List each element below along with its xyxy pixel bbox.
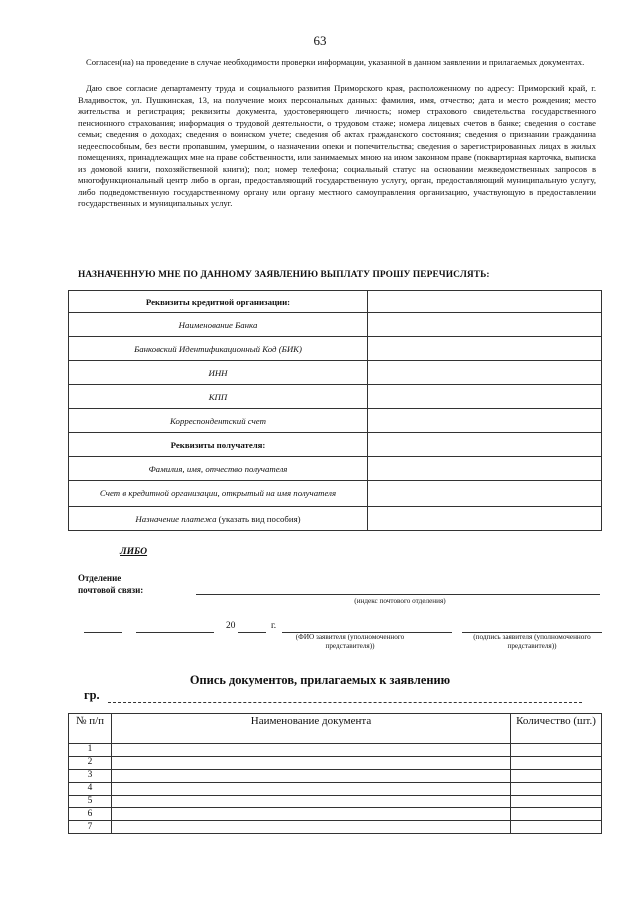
quantity-cell[interactable] [511, 821, 602, 834]
date-year-suffix: г. [271, 621, 277, 631]
row-number: 2 [69, 756, 112, 769]
quantity-cell[interactable] [511, 782, 602, 795]
corr-account-label: Корреспондентский счет [69, 409, 368, 433]
payment-purpose-label [69, 507, 368, 531]
payment-requisites-table [68, 290, 602, 531]
corr-account-value[interactable] [368, 409, 602, 433]
kpp-label: КПП [69, 385, 368, 409]
applicant-name-caption: (ФИО заявителя (уполномоченного представителя)) [295, 633, 405, 650]
table-row [69, 782, 602, 795]
bik-value[interactable] [368, 337, 602, 361]
bank-requisites-header-value[interactable] [368, 291, 602, 313]
row-number: 3 [69, 769, 112, 782]
kpp-value[interactable] [368, 385, 602, 409]
date-month-field[interactable] [136, 632, 214, 633]
bank-requisites-header: Реквизиты кредитной организации: [69, 291, 368, 313]
quantity-cell[interactable] [511, 808, 602, 821]
document-name-cell[interactable] [112, 795, 511, 808]
document-name-cell[interactable] [112, 821, 511, 834]
payment-purpose-value[interactable] [368, 507, 602, 531]
account-value[interactable] [368, 481, 602, 507]
col-document-name-header: Наименование документа [112, 714, 511, 744]
recipient-name-label: Фамилия, имя, отчество получателя [69, 457, 368, 481]
inventory-title: Опись документов, прилагаемых к заявлению [189, 673, 451, 687]
postal-index-caption: (индекс почтового отделения) [354, 597, 446, 605]
or-label: ЛИБО [120, 546, 148, 557]
document-name-cell[interactable] [112, 808, 511, 821]
quantity-cell[interactable] [511, 744, 602, 757]
document-name-cell[interactable] [112, 744, 511, 757]
date-year-prefix: 20 [226, 621, 236, 631]
consent-personal-data-text: Даю свое согласие департаменту труда и социального развития Приморского края, расположенному по адресу: Приморский край, г. Владивосток, ул. Пушкинская, 13, на получение моих персональных данных: фамилия, имя, отчество; дата и место рождения; место жительства и регистрация; реквизиты документа, удостоверяющего личность; номер страхового свидетельства государственного пенсионного страхования; информация о трудовой деятельности, о трудовом стаже; номера лицевых счетов в банке; сведения о составе семьи; сведения о доходах; сведения о воинском учете; сведения об актах гражданского состояния; сведения о признании гражданина недееспособным, без вести пропавшим, умершим, о назначении опеки и попечительства; сведения о зарегистрированных лицах в жилых помещениях, принадлежащих мне на праве собственности, или занимаемых мною на ином законном праве (поквартирная карточка, выписка из домовой книги, похозяйственной книги); пол; номер телефона; социальный статус на основании межведомственных запросов в многофункциональный центр либо в орган, предоставляющий государственную услугу, орган, предоставляющий муниципальную услугу, либо подведомственную государственному органу или органу местного самоуправления организацию, участвующую в предоставлении государственных и муниципальных услуг. [78, 83, 596, 208]
row-number: 6 [69, 808, 112, 821]
document-name-cell[interactable] [112, 756, 511, 769]
bik-label: Банковский Идентификационный Код (БИК) [69, 337, 368, 361]
post-office-label [78, 572, 143, 596]
document-name-cell[interactable] [112, 769, 511, 782]
document-name-cell[interactable] [112, 782, 511, 795]
post-office-label-line1: Отделение [78, 573, 122, 583]
col-quantity-header: Количество (шт.) [511, 714, 602, 744]
table-row [69, 795, 602, 808]
table-row [69, 808, 602, 821]
post-office-label-line2: почтовой связи: [78, 585, 144, 595]
quantity-cell[interactable] [511, 795, 602, 808]
quantity-cell[interactable] [511, 769, 602, 782]
table-row [69, 744, 602, 757]
inn-value[interactable] [368, 361, 602, 385]
payment-purpose-text: Назначение платежа [135, 513, 217, 524]
quantity-cell[interactable] [511, 756, 602, 769]
bank-name-label: Наименование Банка [69, 313, 368, 337]
col-number-header: № п/п [69, 714, 112, 744]
recipient-name-value[interactable] [368, 457, 602, 481]
postal-index-field[interactable] [196, 594, 600, 595]
recipient-requisites-header-value[interactable] [368, 433, 602, 457]
applicant-signature-caption: (подпись заявителя (уполномоченного представителя)) [473, 633, 591, 650]
inn-label: ИНН [69, 361, 368, 385]
consent-verification-text: Согласен(на) на проведение в случае необходимости проверки информации, указанной в данном заявлении и прилагаемых документах. [86, 57, 585, 67]
row-number: 7 [69, 821, 112, 834]
payment-purpose-note: (указать вид пособия) [218, 513, 301, 524]
row-number: 5 [69, 795, 112, 808]
citizen-prefix: гр. [84, 688, 100, 702]
table-row [69, 756, 602, 769]
page-number: 63 [313, 33, 327, 48]
payment-heading: НАЗНАЧЕННУЮ МНЕ ПО ДАННОМУ ЗАЯВЛЕНИЮ ВЫПЛАТУ ПРОШУ ПЕРЕЧИСЛЯТЬ: [78, 270, 490, 280]
account-label: Счет в кредитной организации, открытый на имя получателя [69, 481, 368, 507]
table-row [69, 769, 602, 782]
citizen-name-field[interactable] [108, 702, 582, 703]
row-number: 4 [69, 782, 112, 795]
bank-name-value[interactable] [368, 313, 602, 337]
recipient-requisites-header: Реквизиты получателя: [69, 433, 368, 457]
date-day-field[interactable] [84, 632, 122, 633]
inventory-table [68, 713, 602, 834]
date-year-field[interactable] [238, 632, 266, 633]
table-row [69, 821, 602, 834]
row-number: 1 [69, 744, 112, 757]
